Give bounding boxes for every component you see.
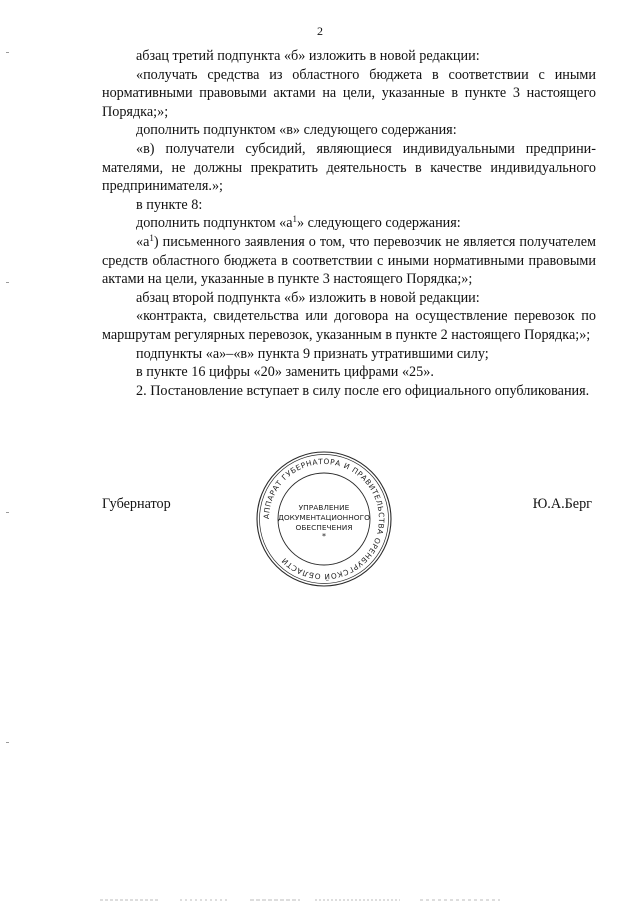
paragraph-text: в пункте 16 цифры «20» заменить цифрами «25». (136, 364, 434, 381)
document-paragraph (102, 289, 596, 308)
document-paragraph (102, 47, 596, 66)
document-paragraph (102, 140, 596, 196)
document-paragraph (102, 363, 596, 382)
document-paragraph (102, 66, 596, 122)
signatory-position: Губернатор (102, 496, 171, 512)
paragraph-text: дополнить подпунктом «а (136, 215, 293, 232)
paragraph-text: подпункты «а»–«в» пункта 9 признать утратившими силу; (136, 345, 489, 362)
page-number: 2 (317, 24, 323, 38)
stamp-center-line-2: ДОКУМЕНТАЦИОННОГО (278, 513, 370, 522)
paragraph-text: «получать средства из областного бюджета в соответствии с иными нормативными правовыми актами на цели, указанные в пункте 3 настоящего Порядка;»; (102, 66, 596, 120)
document-paragraph (102, 307, 596, 344)
document-body (102, 47, 596, 400)
paragraph-text: «а (136, 233, 150, 250)
official-stamp-seal (252, 447, 396, 591)
document-paragraph (102, 214, 596, 233)
stamp-ring-text: АППАРАТ ГУБЕРНАТОРА И ПРАВИТЕЛЬСТВА ОРЕНБУРГСКОЙ ОБЛАСТИ (261, 456, 387, 582)
document-paragraph (102, 121, 596, 140)
document-paragraph (102, 233, 596, 289)
scan-margin-mark (6, 52, 9, 53)
paragraph-text: абзац второй подпункта «б» изложить в новой редакции: (136, 289, 480, 306)
document-paragraph (102, 382, 596, 401)
superscript-index: 1 (149, 232, 154, 243)
paragraph-text: ) письменного заявления о том, что перевозчик не является получателем средств областного бюджета в соответствии с иными нормативными правовыми актами на цели, указанные в пункте 3 настоящего Порядка;»; (102, 233, 596, 288)
scan-margin-mark (6, 512, 9, 513)
scan-margin-mark (6, 282, 9, 283)
stamp-center-line-3: ОБЕСПЕЧЕНИЯ (295, 523, 353, 532)
stamp-star: * (322, 532, 326, 541)
scan-margin-mark (6, 742, 9, 743)
paragraph-text: » следующего содержания: (297, 215, 461, 232)
document-paragraph (102, 345, 596, 364)
paragraph-text: «в) получатели субсидий, являющиеся индивидуальными предприни-мателями, не должны прекратить деятельность в качестве индивидуального предпринимателя.»; (102, 140, 596, 195)
superscript-index: 1 (292, 214, 298, 225)
scan-footer-artifact (100, 898, 520, 902)
paragraph-text: 2. Постановление вступает в силу после его официального опубликования. (136, 382, 590, 399)
document-paragraph (102, 196, 596, 215)
stamp-center-line-1: УПРАВЛЕНИЕ (298, 503, 350, 512)
paragraph-text: в пункте 8: (136, 196, 203, 213)
paragraph-text: абзац третий подпункта «б» изложить в новой редакции: (136, 48, 480, 64)
signatory-name: Ю.А.Берг (532, 496, 592, 512)
paragraph-text: дополнить подпунктом «в» следующего содержания: (136, 122, 457, 139)
paragraph-text: «контракта, свидетельства или договора на осуществление перевозок по маршрутам регулярных перевозок, указанным в пункте 2 настоящего Порядка;»; (102, 308, 596, 343)
